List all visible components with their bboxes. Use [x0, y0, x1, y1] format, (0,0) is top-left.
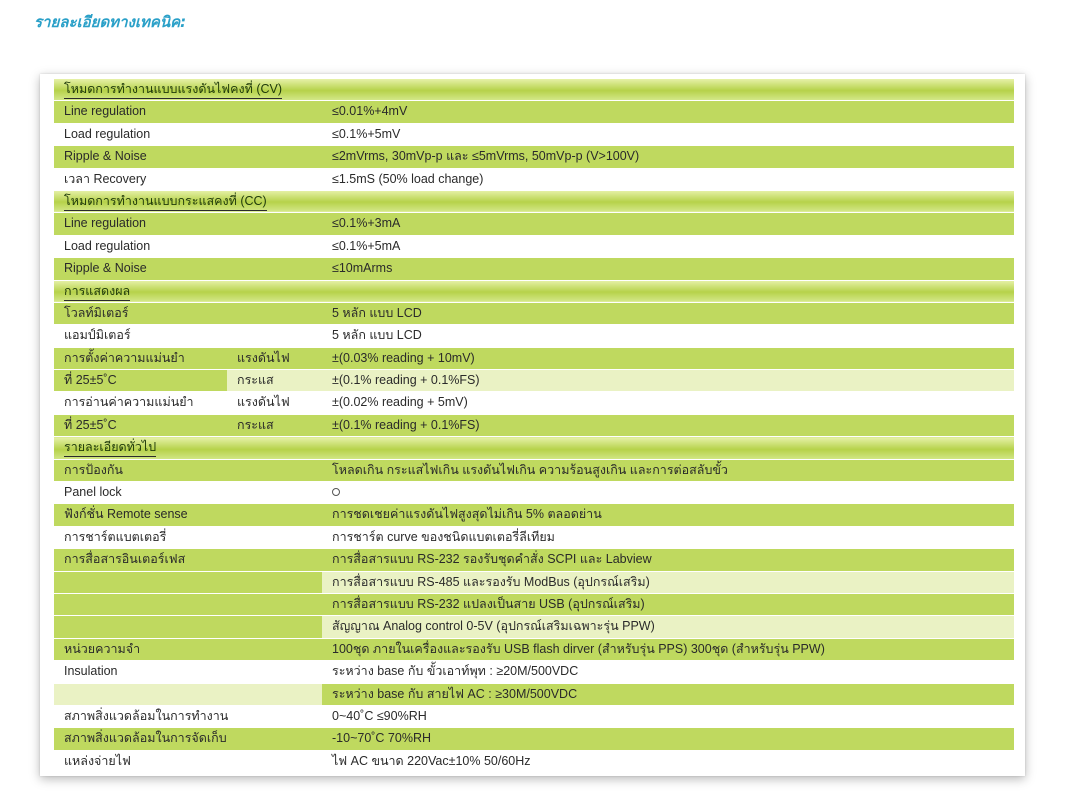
row-value: ≤0.01%+4mV — [322, 101, 1014, 123]
row-value: 100ชุด ภายในเครื่องและรองรับ USB flash dirver (สำหรับรุ่น PPS) 300ชุด (สำหรับรุ่น PPW) — [322, 638, 1014, 660]
row-value: โหลดเกิน กระแสไฟเกิน แรงดันไฟเกิน ความร้อนสูงเกิน และการต่อสลับขั้ว — [322, 459, 1014, 481]
row-label: ที่ 25±5˚C — [54, 370, 227, 392]
row-value: ±(0.03% reading + 10mV) — [322, 347, 1014, 369]
table-row — [54, 392, 1014, 414]
row-sublabel: กระแส — [227, 370, 322, 392]
section-header-cv — [54, 79, 1014, 101]
section-title: โหมดการทำงานแบบแรงดันไฟคงที่ (CV) — [64, 81, 282, 99]
row-value: ±(0.02% reading + 5mV) — [322, 392, 1014, 414]
table-row — [54, 101, 1014, 123]
table-row — [54, 213, 1014, 235]
table-row — [54, 302, 1014, 324]
row-label-empty — [54, 616, 322, 638]
row-label: แอมป์มิเตอร์ — [54, 325, 322, 347]
table-row — [54, 459, 1014, 481]
row-label: Insulation — [54, 661, 322, 683]
row-label: เวลา Recovery — [54, 168, 322, 190]
table-row — [54, 638, 1014, 660]
row-label: การชาร์ตแบตเตอรี่ — [54, 526, 322, 548]
row-label: Load regulation — [54, 123, 322, 145]
row-value: ≤2mVrms, 30mVp-p และ ≤5mVrms, 50mVp-p (V>100V) — [322, 146, 1014, 168]
table-row — [54, 482, 1014, 504]
table-row — [54, 258, 1014, 280]
spec-table — [54, 79, 1014, 773]
table-row — [54, 661, 1014, 683]
table-row — [54, 414, 1014, 436]
row-label: Line regulation — [54, 101, 322, 123]
page-heading: รายละเอียดทางเทคนิค: — [34, 13, 187, 31]
row-label-empty — [54, 571, 322, 593]
row-value: ≤0.1%+5mA — [322, 235, 1014, 257]
row-label: Ripple & Noise — [54, 258, 322, 280]
row-label: Panel lock — [54, 482, 322, 504]
row-value: ระหว่าง base กับ ขั้วเอาท์พุท : ≥20M/500VDC — [322, 661, 1014, 683]
row-value: การสื่อสารแบบ RS-232 แปลงเป็นสาย USB (อุปกรณ์เสริม) — [322, 593, 1014, 615]
table-row — [54, 571, 1014, 593]
table-row — [54, 146, 1014, 168]
section-title: การแสดงผล — [64, 283, 130, 301]
section-header-cc — [54, 190, 1014, 212]
row-label: ที่ 25±5˚C — [54, 414, 227, 436]
row-value: ≤0.1%+5mV — [322, 123, 1014, 145]
row-label: Load regulation — [54, 235, 322, 257]
row-label: สภาพสิ่งแวดล้อมในการจัดเก็บ — [54, 728, 322, 750]
section-title: โหมดการทำงานแบบกระแสคงที่ (CC) — [64, 193, 267, 211]
table-row — [54, 235, 1014, 257]
row-sublabel: กระแส — [227, 414, 322, 436]
table-row — [54, 616, 1014, 638]
row-value: ≤10mArms — [322, 258, 1014, 280]
row-value — [322, 482, 1014, 504]
row-label: การอ่านค่าความแม่นยำ — [54, 392, 227, 414]
row-label: แหล่งจ่ายไฟ — [54, 750, 322, 772]
row-value: สัญญาณ Analog control 0-5V (อุปกรณ์เสริมเฉพาะรุ่น PPW) — [322, 616, 1014, 638]
section-header-display — [54, 280, 1014, 302]
table-row — [54, 526, 1014, 548]
row-label: การป้องกัน — [54, 459, 322, 481]
table-row — [54, 593, 1014, 615]
row-value: การสื่อสารแบบ RS-485 และรองรับ ModBus (อุปกรณ์เสริม) — [322, 571, 1014, 593]
row-label: โวลท์มิเตอร์ — [54, 302, 322, 324]
row-value: การชาร์ต curve ของชนิดแบตเตอรี่ลีเทียม — [322, 526, 1014, 548]
section-header-general — [54, 437, 1014, 459]
row-value: ระหว่าง base กับ สายไฟ AC : ≥30M/500VDC — [322, 683, 1014, 705]
row-value: -10~70˚C 70%RH — [322, 728, 1014, 750]
table-row — [54, 549, 1014, 571]
row-value: ±(0.1% reading + 0.1%FS) — [322, 370, 1014, 392]
table-row — [54, 683, 1014, 705]
row-label: ฟังก์ชั่น Remote sense — [54, 504, 322, 526]
table-row — [54, 504, 1014, 526]
table-row — [54, 705, 1014, 727]
table-row — [54, 325, 1014, 347]
row-label: สภาพสิ่งแวดล้อมในการทำงาน — [54, 705, 322, 727]
row-value: การชดเชยค่าแรงดันไฟสูงสุดไม่เกิน 5% ตลอดย่าน — [322, 504, 1014, 526]
table-row — [54, 347, 1014, 369]
row-label: Ripple & Noise — [54, 146, 322, 168]
table-row — [54, 168, 1014, 190]
table-row — [54, 123, 1014, 145]
table-row — [54, 728, 1014, 750]
row-value: ไฟ AC ขนาด 220Vac±10% 50/60Hz — [322, 750, 1014, 772]
row-label-empty — [54, 683, 322, 705]
row-label: การตั้งค่าความแม่นยำ — [54, 347, 227, 369]
row-value: 5 หลัก แบบ LCD — [322, 302, 1014, 324]
row-label: Line regulation — [54, 213, 322, 235]
section-title: รายละเอียดทั่วไป — [64, 439, 156, 457]
row-value: ≤1.5mS (50% load change) — [322, 168, 1014, 190]
table-row — [54, 370, 1014, 392]
row-sublabel: แรงดันไฟ — [227, 347, 322, 369]
table-row — [54, 750, 1014, 772]
row-sublabel: แรงดันไฟ — [227, 392, 322, 414]
spec-card — [40, 74, 1025, 776]
circle-icon — [332, 488, 340, 496]
row-value: 0~40˚C ≤90%RH — [322, 705, 1014, 727]
row-value: 5 หลัก แบบ LCD — [322, 325, 1014, 347]
row-label: การสื่อสารอินเตอร์เฟส — [54, 549, 322, 571]
row-value: ≤0.1%+3mA — [322, 213, 1014, 235]
row-value: การสื่อสารแบบ RS-232 รองรับชุดคำสั่ง SCPI และ Labview — [322, 549, 1014, 571]
row-label-empty — [54, 593, 322, 615]
row-value: ±(0.1% reading + 0.1%FS) — [322, 414, 1014, 436]
row-label: หน่วยความจำ — [54, 638, 322, 660]
